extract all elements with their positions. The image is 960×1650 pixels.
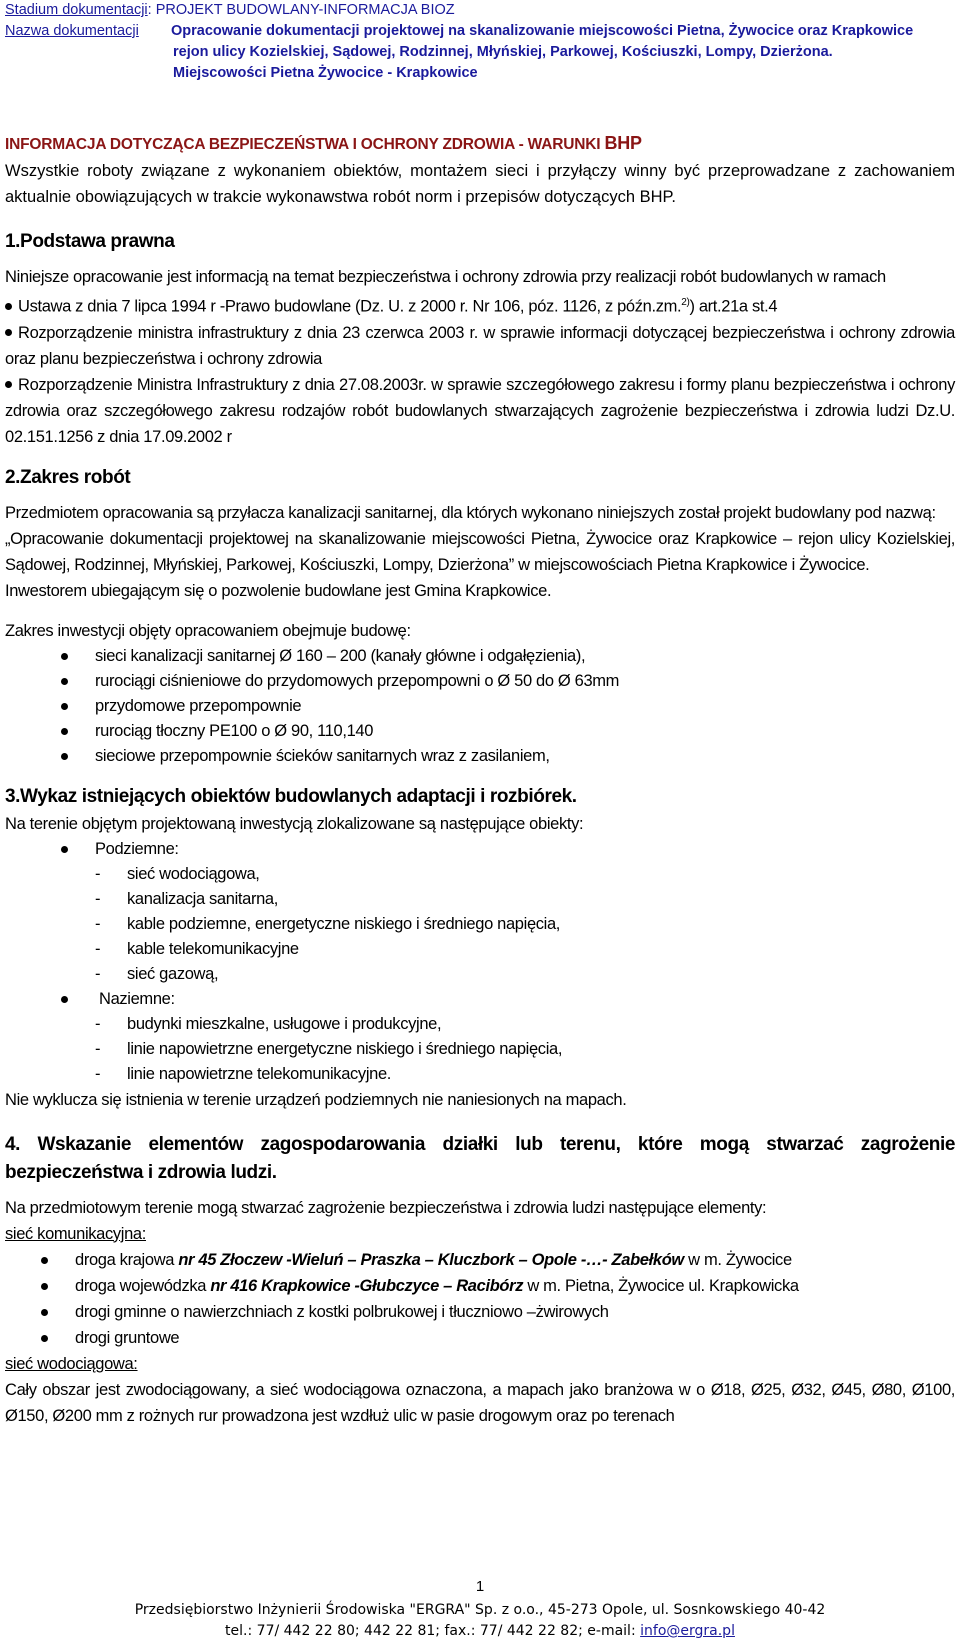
dash-marker: - (95, 864, 101, 883)
section2-heading: 2.Zakres robót (5, 466, 131, 488)
bullet-dot (61, 678, 68, 685)
section1-intro: Niniejsze opracowanie jest informacją na temat bezpieczeństwa i ochrony zdrowia przy realizacji robót budowlanych w ramach (5, 268, 886, 286)
section3-heading: 3.Wykaz istniejących obiektów budowlanych adaptacji i rozbiórek. (5, 785, 577, 807)
section4-intro: Na przedmiotowym terenie mogą stwarzać zagrożenie bezpieczeństwa i zdrowia ludzi następujące elementy: (5, 1198, 767, 1217)
section1-item3 (5, 372, 955, 450)
bhp-heading (5, 130, 955, 158)
overground-item-text: linie napowietrzne telekomunikacyjne. (127, 1064, 392, 1083)
underground-item (5, 912, 955, 937)
road-text: drogi gminne o nawierzchniach z kostki polbrukowej i tłuczniowo –żwirowych (75, 1302, 609, 1321)
road-route: nr 416 Krapkowice -Głubczyce – Racibórz (210, 1276, 524, 1295)
scope-item-text: rurociągi ciśnieniowe do przydomowych przepompowni o Ø 50 do Ø 63mm (95, 671, 620, 690)
road-location: w m. Pietna, Żywocice ul. Krapkowicka (523, 1276, 799, 1295)
underground-item-text: sieć gazową, (127, 964, 219, 983)
section1-item2 (5, 320, 955, 372)
underground-item-text: sieć wodociągowa, (127, 864, 260, 883)
overground-item-text: budynki mieszkalne, usługowe i produkcyjne, (127, 1014, 442, 1033)
road-type: droga wojewódzka (75, 1276, 211, 1295)
bullet-dot (5, 381, 12, 388)
document-title-line3: Miejscowości Pietna Żywocice - Krapkowice (173, 65, 478, 81)
group-naziemne (5, 987, 955, 1012)
network-communication-label: sieć komunikacyjna: (5, 1224, 146, 1243)
road-route: nr 45 Złoczew -Wieluń – Praszka – Kluczbork – Opole -…- Zabełków (178, 1250, 684, 1269)
road-location: w m. Żywocice (683, 1250, 792, 1269)
bullet-dot (5, 329, 12, 336)
group-label: Podziemne: (95, 839, 179, 858)
bhp-heading-text: INFORMACJA DOTYCZĄCA BEZPIECZEŃSTWA I OCHRONY ZDROWIA - WARUNKI (5, 136, 605, 153)
item1-text: Ustawa z dnia 7 lipca 1994 r -Prawo budowlane (Dz. U. z 2000 r. Nr 106, póz. 1126, z późn.zm. (18, 297, 682, 316)
section3-outro: Nie wyklucza się istnienia w terenie urządzeń podziemnych nie naniesionych na mapach. (5, 1090, 627, 1109)
road-item (5, 1247, 955, 1273)
header-stadium-line (5, 0, 955, 21)
overground-item-text: linie napowietrzne energetyczne niskiego i średniego napięcia, (127, 1039, 563, 1058)
stadium-label: Stadium dokumentacji (5, 2, 148, 18)
overground-item (5, 1037, 955, 1062)
underground-item (5, 887, 955, 912)
section1-item1 (5, 290, 955, 320)
section2-p2: „Opracowanie dokumentacji projektowej na skanalizowanie miejscowości Pietna, Żywocice oraz Krapkowice – rejon ulicy Kozielskiej, Sądowej, Rodzinnej, Młyńskiej, Parkowej, Kościuszki, Lompy, Dzierżona” w miejscowościach Pietna Krapkowice i Żywocice. (5, 529, 955, 574)
scope-item (5, 719, 955, 744)
overground-item (5, 1012, 955, 1037)
item1-sup: 2) (681, 297, 690, 308)
bullet-dot (41, 1283, 48, 1290)
document-header (5, 0, 955, 84)
footer-contact-text: tel.: 77/ 442 22 80; 442 22 81; fax.: 77/ 442 22 82; e-mail: (225, 1623, 641, 1639)
email-link[interactable]: info@ergra.pl (640, 1623, 735, 1639)
bullet-dot (41, 1257, 48, 1264)
underground-item-text: kanalizacja sanitarna, (127, 889, 278, 908)
item3-text: Rozporządzenie Ministra Infrastruktury z dnia 27.08.2003r. w sprawie szczegółowego zakresu i formy planu bezpieczeństwa i ochrony zdrowia oraz szczegółowego zakresu rodzajów robót budowlanych stwarzających zagrożenie bezpieczeństwa i zdrowia ludzi Dz.U. 02.151.1256 z dnia 17.09.2002 r (5, 375, 955, 446)
overground-item (5, 1062, 955, 1087)
bullet-dot (41, 1335, 48, 1342)
bullet-dot (61, 996, 68, 1003)
water-network-text: Cały obszar jest zwodociągowany, a sieć wodociągowa oznaczona, a mapach jako branżowa w o Ø18, Ø25, Ø32, Ø45, Ø80, Ø100, Ø150, Ø200 mm z rożnych rur prowadzona jest wzdłuż ulic w pasie drogowym oraz po terenach (5, 1380, 955, 1425)
dash-marker: - (95, 914, 101, 933)
scope-item-text: rurociąg tłoczny PE100 o Ø 90, 110,140 (95, 721, 374, 740)
scope-item-text: sieciowe przepompownie ścieków sanitarnych wraz z zasilaniem, (95, 746, 550, 765)
bullet-dot (5, 303, 12, 310)
scope-item (5, 694, 955, 719)
bhp-intro: Wszystkie roboty związane z wykonaniem obiektów, montażem sieci i przyłączy winny być przeprowadzane z zachowaniem aktualnie obowiązujących w trakcie wykonawstwa robót norm i przepisów dotyczących BHP. (5, 162, 955, 206)
page-number: 1 (475, 1578, 485, 1595)
section1-heading: 1.Podstawa prawna (5, 231, 175, 252)
scope-item (5, 744, 955, 769)
item2-text: Rozporządzenie ministra infrastruktury z dnia 23 czerwca 2003 r. w sprawie informacji dotyczącej bezpieczeństwa i ochrony zdrowia oraz planu bezpieczeństwa i ochrony zdrowia (5, 323, 955, 368)
road-item (5, 1325, 955, 1351)
page-footer (0, 1600, 960, 1642)
section2-p3: Inwestorem ubiegającym się o pozwolenie budowlane jest Gmina Krapkowice. (5, 581, 552, 600)
group-label: Naziemne: (99, 989, 175, 1008)
underground-item (5, 937, 955, 962)
document-title-line2: rejon ulicy Kozielskiej, Sądowej, Rodzinnej, Młyńskiej, Parkowej, Kościuszki, Lompy, Dzierżona. (173, 44, 833, 60)
section4-heading: 4. Wskazanie elementów zagospodarowania działki lub terenu, które mogą stwarzać zagrożenie bezpieczeństwa i zdrowia ludzi. (5, 1133, 955, 1183)
nazwa-label: Nazwa dokumentacji (5, 23, 139, 39)
road-text: drogi gruntowe (75, 1328, 180, 1347)
dash-marker: - (95, 1039, 101, 1058)
group-podziemne (5, 837, 955, 862)
underground-item-text: kable telekomunikacyjne (127, 939, 299, 958)
item1-end: ) art.21a st.4 (689, 297, 778, 316)
bullet-dot (61, 753, 68, 760)
section2-p1: Przedmiotem opracowania są przyłacza kanalizacji sanitarnej, dla których wykonano niniejszych został projekt budowlany pod nazwą: (5, 503, 936, 522)
dash-marker: - (95, 889, 101, 908)
document-title-line1: Opracowanie dokumentacji projektowej na skanalizowanie miejscowości Pietna, Żywocice oraz Krapkowice (171, 23, 914, 39)
dash-marker: - (95, 1014, 101, 1033)
section3-intro: Na terenie objętym projektowaną inwestycją zlokalizowane są następujące obiekty: (5, 814, 584, 833)
scope-item (5, 669, 955, 694)
bhp-heading-big: BHP (604, 133, 642, 153)
dash-marker: - (95, 939, 101, 958)
header-title-line2 (5, 42, 955, 63)
road-item (5, 1273, 955, 1299)
bullet-dot (61, 846, 68, 853)
document-body (5, 130, 955, 1429)
underground-item (5, 962, 955, 987)
bullet-dot (61, 653, 68, 660)
footer-company: Przedsiębiorstwo Inżynierii Środowiska "ERGRA" Sp. z o.o., 45-273 Opole, ul. Sosnkowskiego 40-42 (134, 1602, 826, 1618)
road-type: droga krajowa (75, 1250, 179, 1269)
underground-item (5, 862, 955, 887)
scope-item-text: sieci kanalizacji sanitarnej Ø 160 – 200 (kanały główne i odgałęzienia), (95, 646, 586, 665)
network-water-label: sieć wodociągowa: (5, 1354, 138, 1373)
header-title-line3 (5, 63, 955, 84)
header-title-line (5, 21, 955, 42)
bullet-dot (61, 703, 68, 710)
road-item (5, 1299, 955, 1325)
stadium-value: : PROJEKT BUDOWLANY-INFORMACJA BIOZ (147, 2, 455, 18)
section2-p4: Zakres inwestycji objęty opracowaniem obejmuje budowę: (5, 621, 411, 640)
scope-item (5, 644, 955, 669)
dash-marker: - (95, 1064, 101, 1083)
bullet-dot (61, 728, 68, 735)
bullet-dot (41, 1309, 48, 1316)
scope-item-text: przydomowe przepompownie (95, 696, 302, 715)
dash-marker: - (95, 964, 101, 983)
underground-item-text: kable podziemne, energetyczne niskiego i średniego napięcia, (127, 914, 561, 933)
footer-contact (0, 1621, 960, 1642)
